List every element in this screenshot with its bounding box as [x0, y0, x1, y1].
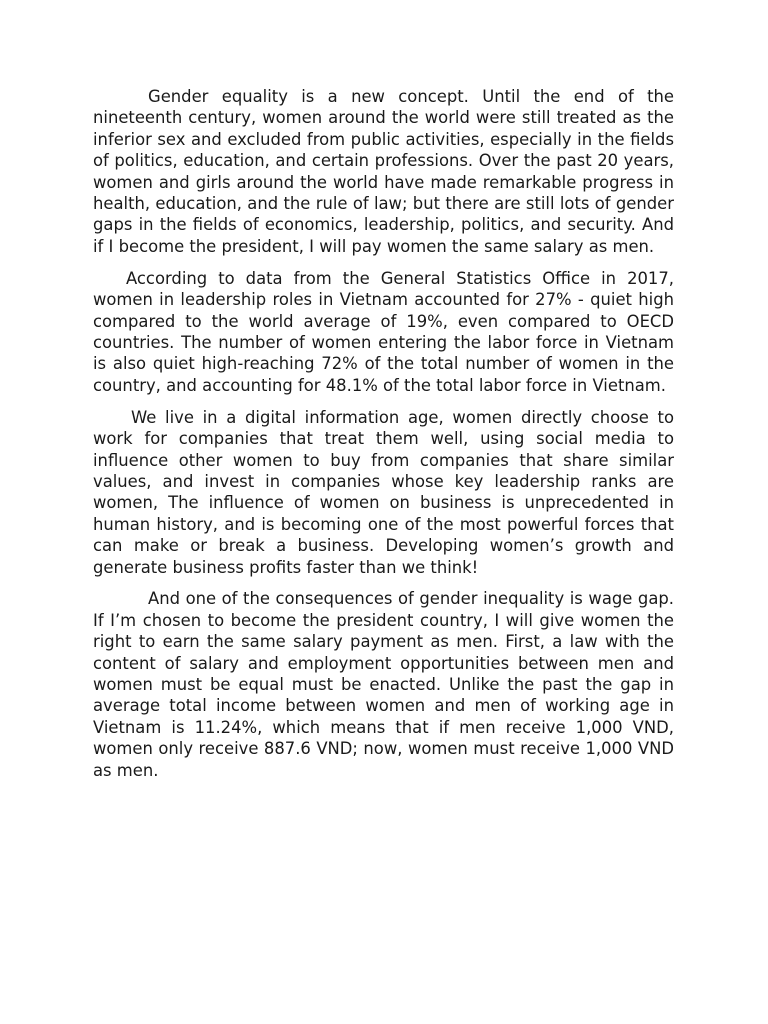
paragraph-wage-gap: And one of the consequences of gender inequality is wage gap. If I’m chosen to become the president country, I will give women the right to earn the same salary payment as men. First, a law with the content of salary and employment opportunities between men and women must be equal must be enacted. Unlike the past the gap in average total income between women and men of working age in Vietnam is 11.24%, which means that if men receive 1,000 VND, women only receive 887.6 VND; now, women must receive 1,000 VND as men. [93, 589, 674, 780]
paragraph-statistics: According to data from the General Statistics Office in 2017, women in leadership roles in Vietnam accounted for 27% - quiet high compared to the world average of 19%, even compared to OECD countries. The number of women entering the labor force in Vietnam is also quiet high-reaching 72% of the total number of women in the country, and accounting for 48.1% of the total labor force in Vietnam. [93, 268, 674, 395]
paragraph-gender-equality-intro: Gender equality is a new concept. Until the end of the nineteenth century, women around the world were still treated as the inferior sex and excluded from public activities, especially in the fields of politics, education, and certain professions. Over the past 20 years, women and girls around the world have made remarkable progress in health, education, and the rule of law; but there are still lots of gender gaps in the fields of economics, leadership, politics, and security. And if I become the president, I will pay women the same salary as men. [93, 87, 674, 256]
document-body [93, 86, 674, 792]
paragraph-digital-age: We live in a digital information age, women directly choose to work for companies that treat them well, using social media to influence other women to buy from companies that share similar values, and invest in companies whose key leadership ranks are women, The influence of women on business is unprecedented in human history, and is becoming one of the most powerful forces that can make or break a business. Developing women’s growth and generate business profits faster than we think! [93, 407, 674, 577]
